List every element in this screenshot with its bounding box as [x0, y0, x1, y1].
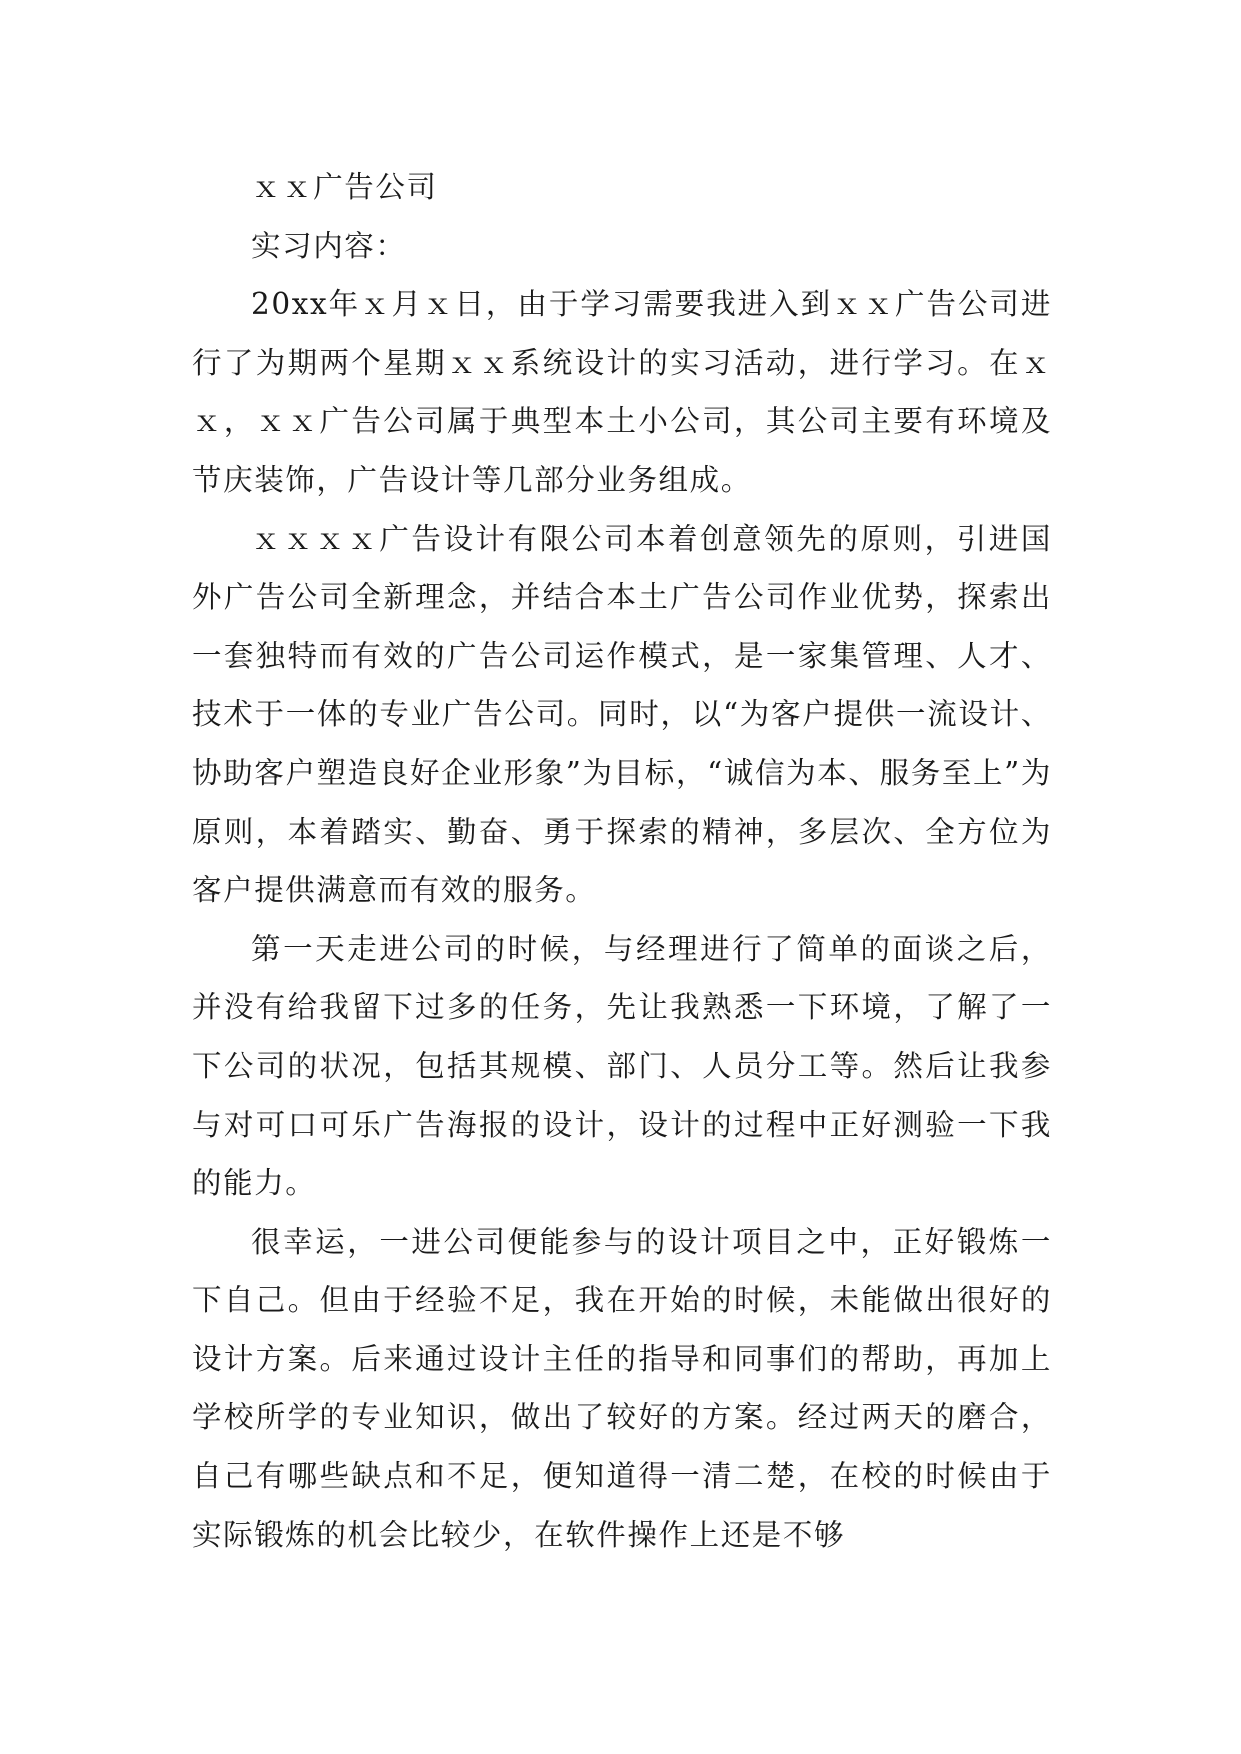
body-paragraph: 很幸运，一进公司便能参与的设计项目之中，正好锻炼一下自己。但由于经验不足，我在开始的时候，未能做出很好的设计方案。后来通过设计主任的指导和同事们的帮助，再加上学校所学的专业知识，做出了较好的方案。经过两天的磨合，自己有哪些缺点和不足，便知道得一清二楚，在校的时候由于实际锻炼的机会比较少，在软件操作上还是不够	[192, 1224, 1052, 1552]
body-paragraph: 第一天走进公司的时候，与经理进行了简单的面谈之后，并没有给我留下过多的任务，先让我熟悉一下环境，了解了一下公司的状况，包括其规模、部门、人员分工等。然后让我参与对可口可乐广告海报的设计，设计的过程中正好测验一下我的能力。	[192, 931, 1052, 1201]
document-body	[192, 158, 1052, 1564]
section-heading: 实习内容：	[251, 228, 407, 263]
body-paragraph: 20xx年ｘ月ｘ日，由于学习需要我进入到ｘｘ广告公司进行了为期两个星期ｘｘ系统设计的实习活动，进行学习。在ｘｘ，ｘｘ广告公司属于典型本土小公司，其公司主要有环境及节庆装饰，广告设计等几部分业务组成。	[192, 287, 1052, 497]
company-name-line: ｘｘ广告公司	[251, 170, 438, 204]
body-paragraph: ｘｘｘｘ广告设计有限公司本着创意领先的原则，引进国外广告公司全新理念，并结合本土广告公司作业优势，探索出一套独特而有效的广告公司运作模式，是一家集管理、人才、技术于一体的专业广告公司。同时，以“为客户提供一流设计、协助客户塑造良好企业形象”为目标，“诚信为本、服务至上”为原则，本着踏实、勤奋、勇于探索的精神，多层次、全方位为客户提供满意而有效的服务。	[192, 521, 1052, 908]
